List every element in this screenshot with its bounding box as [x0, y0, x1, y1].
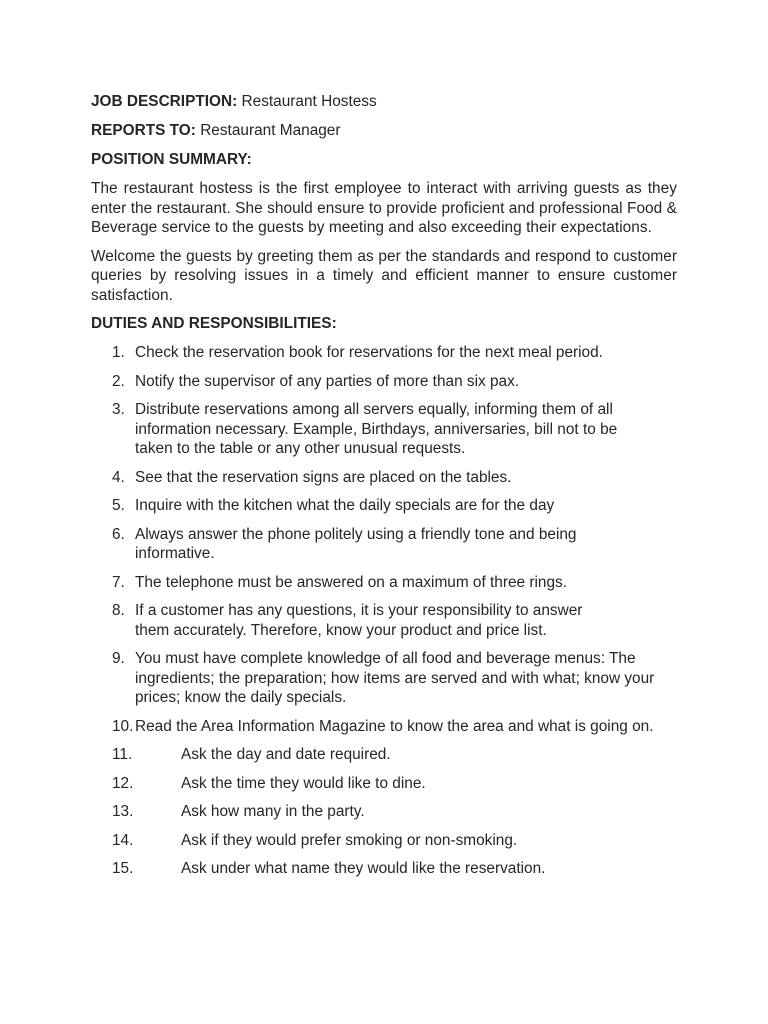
duty-number: 5. — [112, 497, 125, 514]
duty-text: If a customer has any questions, it is your responsibility to answer them accurately. Therefore, know your product and price list. — [135, 602, 583, 639]
duty-item — [91, 802, 677, 822]
duty-number: 3. — [112, 401, 125, 418]
reports-to-line — [91, 121, 677, 141]
summary-paragraph-1: The restaurant hostess is the first employee to interact with arriving guests as they enter the restaurant. She should ensure to provide proficient and professional Food & Beverage service to the guests by meeting and also exceeding their expectations. — [91, 180, 677, 236]
document-page — [91, 92, 677, 888]
duty-text: Ask the day and date required. — [181, 746, 391, 763]
duty-item — [91, 774, 677, 794]
duty-text: Ask if they would prefer smoking or non-smoking. — [181, 831, 518, 849]
job-description-label: JOB DESCRIPTION: — [91, 93, 238, 110]
duty-text: See that the reservation signs are placed on the tables. — [135, 468, 512, 486]
duties-list — [91, 343, 677, 879]
reports-to-label: REPORTS TO: — [91, 122, 196, 139]
position-summary-heading: POSITION SUMMARY: — [91, 151, 252, 168]
duty-text: Check the reservation book for reservations for the next meal period. — [135, 344, 603, 361]
duty-number: 2. — [112, 372, 125, 390]
duties-heading: DUTIES AND RESPONSIBILITIES: — [91, 315, 337, 332]
duty-number: 7. — [112, 573, 125, 591]
duty-number: 1. — [112, 344, 125, 361]
reports-to-value: Restaurant Manager — [200, 122, 341, 139]
job-description-line — [91, 92, 677, 112]
duty-item — [91, 343, 677, 363]
duty-item — [91, 717, 660, 737]
duty-number: 9. — [112, 650, 125, 667]
duty-item — [91, 496, 677, 516]
duty-text: Ask under what name they would like the reservation. — [181, 860, 546, 877]
duty-item — [91, 601, 619, 640]
duty-item — [91, 831, 677, 851]
duty-item — [91, 400, 650, 459]
duty-number: 10. — [112, 717, 134, 735]
duty-item — [91, 573, 677, 593]
summary-paragraph-2: Welcome the guests by greeting them as per the standards and respond to customer queries by resolving issues in a timely and efficient manner to ensure customer satisfaction. — [91, 247, 677, 304]
duty-number: 13. — [112, 803, 134, 820]
duty-text: Ask the time they would like to dine. — [181, 774, 426, 792]
duty-text: Always answer the phone politely using a friendly tone and being informative. — [135, 525, 577, 562]
duty-number: 8. — [112, 602, 125, 619]
duty-number: 6. — [112, 525, 125, 543]
duty-number: 11. — [112, 746, 133, 763]
duty-item — [91, 525, 605, 564]
duty-item — [91, 372, 677, 392]
duty-item — [91, 745, 677, 765]
duty-item — [91, 468, 677, 488]
duty-number: 12. — [112, 774, 134, 792]
duty-text: Notify the supervisor of any parties of more than six pax. — [135, 372, 520, 390]
duty-number: 14. — [112, 831, 134, 849]
duty-number: 4. — [112, 468, 125, 486]
duty-text: Ask how many in the party. — [181, 803, 365, 820]
duty-number: 15. — [112, 860, 134, 877]
duty-text: The telephone must be answered on a maximum of three rings. — [135, 573, 568, 591]
duty-text: You must have complete knowledge of all food and beverage menus: The ingredients; the preparation; how items are served and with what; know your prices; know the daily specials. — [135, 650, 655, 706]
duty-text: Distribute reservations among all servers equally, informing them of all information necessary. Example, Birthdays, anniversaries, bill not to be taken to the table or any other unusual requests. — [135, 401, 618, 457]
duty-item — [91, 859, 677, 879]
duty-text: Read the Area Information Magazine to know the area and what is going on. — [135, 717, 654, 735]
duty-item — [91, 649, 668, 708]
duty-text: Inquire with the kitchen what the daily specials are for the day — [135, 497, 555, 514]
job-description-value: Restaurant Hostess — [241, 93, 377, 110]
